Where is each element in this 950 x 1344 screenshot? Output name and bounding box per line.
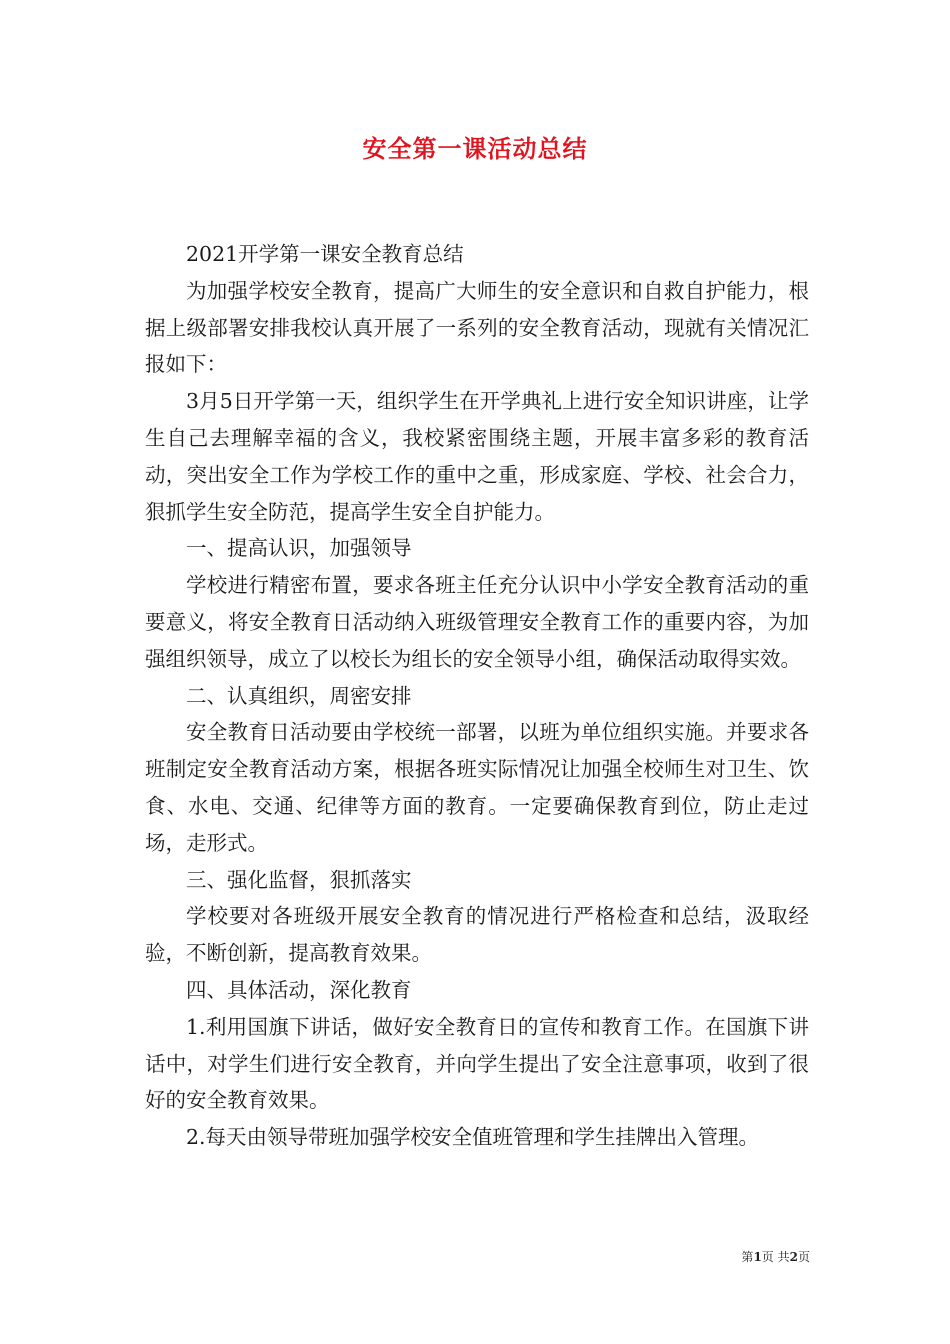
paragraph-activity-2: 2.每天由领导带班加强学校安全值班管理和学生挂牌出入管理。 [186,1125,760,1150]
footer-total-pages: 2 [789,1250,798,1264]
section-heading-4: 四、具体活动，深化教育 [186,977,412,1002]
footer-current-page: 1 [753,1250,762,1264]
page-number-footer [690,1248,810,1265]
section-heading-1: 一、提高认识，加强领导 [186,536,412,561]
footer-middle: 页 共 [761,1250,790,1264]
document-title: 安全第一课活动总结 [362,134,588,163]
paragraph-section-1: 学校进行精密布置，要求各班主任充分认识中小学安全教育活动的重要意义，将安全教育日活动纳入班级管理安全教育工作的重要内容，为加强组织领导，成立了以校长为组长的安全领导小组，确保活动取得实效。 [145,573,809,671]
paragraph-first-day: 3月5日开学第一天，组织学生在开学典礼上进行安全知识讲座，让学生自己去理解幸福的含义，我校紧密围绕主题，开展丰富多彩的教育活动，突出安全工作为学校工作的重中之重，形成家庭、学校、社会合力，狠抓学生安全防范，提高学生安全自护能力。 [145,389,809,524]
paragraph-section-2: 安全教育日活动要由学校统一部署，以班为单位组织实施。并要求各班制定安全教育活动方案，根据各班实际情况让加强全校师生对卫生、饮食、水电、交通、纪律等方面的教育。一定要确保教育到位，防止走过场，走形式。 [145,720,809,855]
section-heading-2: 二、认真组织，周密安排 [186,683,412,708]
paragraph-activity-1: 1.利用国旗下讲话，做好安全教育日的宣传和教育工作。在国旗下讲话中，对学生们进行安全教育，并向学生提出了安全注意事项，收到了很好的安全教育效果。 [145,1014,809,1113]
paragraph-intro: 为加强学校安全教育，提高广大师生的安全意识和自救自护能力，根据上级部署安排我校认真开展了一系列的安全教育活动，现就有关情况汇报如下： [145,278,809,377]
footer-prefix: 第 [741,1250,754,1264]
section-heading-3: 三、强化监督，狠抓落实 [186,867,412,892]
paragraph-subtitle: 2021开学第一课安全教育总结 [186,242,464,266]
paragraph-section-3: 学校要对各班级开展安全教育的情况进行严格检查和总结，汲取经验，不断创新，提高教育效果。 [145,904,809,966]
document-body [145,236,809,1156]
footer-suffix: 页 [797,1250,810,1264]
